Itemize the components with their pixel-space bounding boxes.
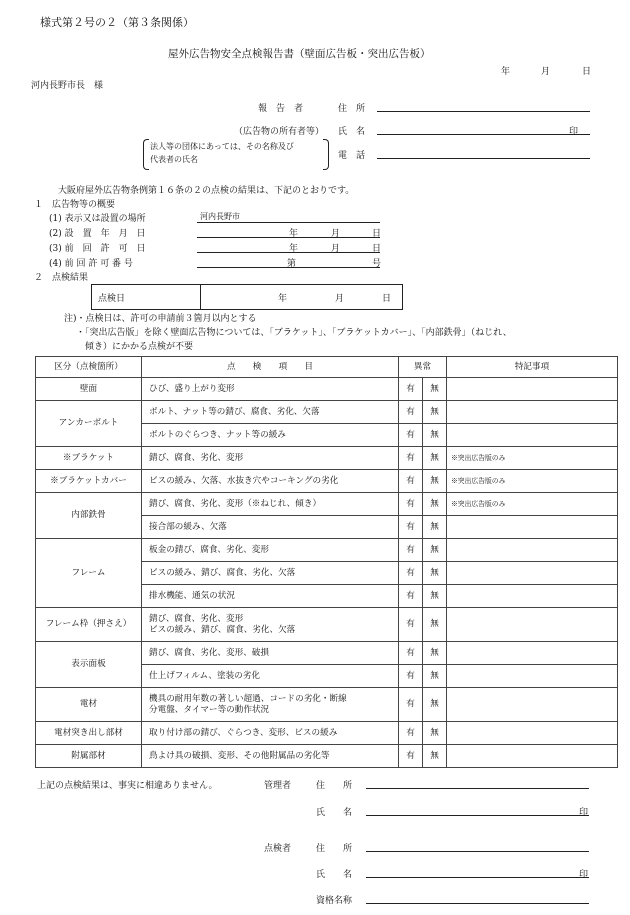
reporter-address-field[interactable] [377, 111, 590, 112]
inspection-item-text: 錆び、腐食、劣化、変形、破損 [149, 647, 269, 658]
inspection-item-cell [142, 585, 399, 608]
qualification-field[interactable] [366, 903, 589, 904]
abnormal-yes-option[interactable]: 有 [399, 722, 423, 745]
remarks-cell[interactable] [447, 401, 618, 424]
abnormal-yes-option[interactable]: 有 [399, 608, 423, 642]
abnormal-no-option[interactable]: 無 [423, 585, 447, 608]
category-cell: 電材 [36, 688, 142, 722]
inspection-item-text: ビスの緩み、欠落、水抜き穴やコーキングの劣化 [149, 475, 339, 486]
inspection-item-text: 機具の耐用年数の著しい超過、コードの劣化・断線 [149, 693, 347, 704]
abnormal-no-option[interactable]: 無 [423, 722, 447, 745]
inspection-table [35, 356, 618, 768]
remarks-cell[interactable] [447, 665, 618, 688]
header-item: 点 検 項 目 [142, 357, 399, 378]
note-1: 注)・点検日は、許可の申請前３箇月以内とする [64, 314, 257, 324]
install-date-label: (2) 設 置 年 月 日 [49, 229, 146, 239]
inspection-item-text: ビスの緩み、錆び、腐食、劣化、欠落 [149, 567, 296, 578]
inspection-item-text: 分電盤、タイマー等の動作状況 [149, 704, 270, 715]
remarks-cell[interactable]: ※突出広告版のみ [447, 470, 618, 493]
header-abnormal: 異常 [399, 357, 447, 378]
category-cell: 壁面 [36, 378, 142, 401]
abnormal-no-option[interactable]: 無 [423, 516, 447, 539]
footer-statement: 上記の点検結果は、事実に相違ありません。 [37, 781, 218, 791]
abnormal-yes-option[interactable]: 有 [399, 562, 423, 585]
remarks-cell[interactable] [447, 642, 618, 665]
table-row [36, 401, 618, 424]
inspection-item-text: 板金の錆び、腐食、劣化、変形 [149, 544, 269, 555]
reporter-name-label: 氏 名 [338, 127, 366, 137]
page-title: 屋外広告物安全点検報告書（壁面広告板・突出広告板） [168, 48, 431, 60]
inspection-item-cell [142, 745, 399, 768]
abnormal-yes-option[interactable]: 有 [399, 424, 423, 447]
manager-name-label: 氏 名 [316, 808, 353, 818]
corp-note-line1: 法人等の団体にあっては、その名称及び [150, 142, 294, 151]
inspection-item-text: 鳥よけ具の破損、変形、その他附属品の劣化等 [149, 750, 330, 761]
location-field[interactable] [197, 222, 380, 223]
table-row [36, 493, 618, 516]
inspection-item-cell [142, 401, 399, 424]
reporter-phone-label: 電 話 [338, 151, 366, 161]
qualification-label: 資格名称 [316, 896, 353, 906]
prev-permit-date-day: 日 [372, 244, 382, 254]
category-cell: ※ブラケットカバー [36, 470, 142, 493]
inspection-item-text: 接合部の緩み、欠落 [149, 521, 227, 532]
category-cell: フレーム [36, 539, 142, 608]
header-remarks: 特記事項 [447, 357, 618, 378]
location-label: (1) 表示又は設置の場所 [49, 214, 146, 224]
inspection-item-cell [142, 688, 399, 722]
abnormal-no-option[interactable]: 無 [423, 447, 447, 470]
category-cell: 内部鉄骨 [36, 493, 142, 539]
intro-text: 大阪府屋外広告物条例第１６条の２の点検の結果は、下記のとおりです。 [58, 186, 355, 196]
manager-label: 管理者 [264, 781, 292, 791]
remarks-cell[interactable]: ※突出広告版のみ [447, 493, 618, 516]
category-cell: アンカーボルト [36, 401, 142, 447]
reporter-phone-field[interactable] [377, 158, 590, 159]
left-brace [143, 139, 149, 170]
install-date-day: 日 [372, 229, 382, 239]
inspection-item-cell [142, 470, 399, 493]
inspection-date-year: 年 [278, 294, 288, 304]
inspector-seal: 印 [579, 870, 589, 880]
inspection-item-cell [142, 493, 399, 516]
install-date-year: 年 [289, 229, 299, 239]
table-row [36, 470, 618, 493]
section1-heading: １ 広告物等の概要 [34, 200, 116, 210]
report-date-day: 日 [582, 67, 592, 77]
note-3: 傾き）にかかる点検が不要 [85, 342, 194, 352]
inspection-date-day: 日 [382, 294, 392, 304]
abnormal-no-option[interactable]: 無 [423, 745, 447, 768]
inspection-item-cell [142, 539, 399, 562]
install-date-month: 月 [331, 229, 341, 239]
abnormal-yes-option[interactable]: 有 [399, 470, 423, 493]
note-2: ・「突出広告版」を除く壁面広告物については、「ブラケット」、「ブラケットカバー」、「内部鉄骨」（ねじれ、 [76, 328, 512, 338]
inspection-date-month: 月 [335, 294, 345, 304]
remarks-cell[interactable] [447, 378, 618, 401]
table-row [36, 722, 618, 745]
inspection-item-cell [142, 608, 399, 642]
prev-permit-no-field[interactable] [197, 267, 380, 268]
abnormal-yes-option[interactable]: 有 [399, 516, 423, 539]
abnormal-yes-option[interactable]: 有 [399, 642, 423, 665]
category-cell: フレーム枠（押さえ） [36, 608, 142, 642]
location-value: 河内長野市 [200, 212, 240, 221]
table-row [36, 745, 618, 768]
inspection-item-cell [142, 378, 399, 401]
manager-address-label: 住 所 [316, 781, 353, 791]
prev-permit-no-go: 号 [372, 259, 382, 269]
form-number: 様式第２号の２（第３条関係） [40, 16, 194, 29]
prev-permit-no-label: (4) 前 回 許 可 番 号 [49, 259, 133, 269]
install-date-field[interactable] [197, 237, 380, 238]
header-category: 区分（点検箇所） [36, 357, 142, 378]
inspector-address-field[interactable] [366, 851, 589, 852]
inspection-item-cell [142, 642, 399, 665]
owner-note: （広告物の所有者等） [234, 127, 325, 137]
manager-seal: 印 [579, 808, 589, 818]
inspection-item-text: 錆び、腐食、劣化、変形 [149, 613, 244, 624]
table-row [36, 642, 618, 665]
reporter-seal: 印 [569, 127, 579, 137]
table-row [36, 688, 618, 722]
abnormal-no-option[interactable]: 無 [423, 608, 447, 642]
inspector-address-label: 住 所 [316, 844, 353, 854]
category-cell: 表示面板 [36, 642, 142, 688]
category-cell: ※ブラケット [36, 447, 142, 470]
remarks-cell[interactable]: ※突出広告版のみ [447, 447, 618, 470]
abnormal-yes-option[interactable]: 有 [399, 745, 423, 768]
inspection-item-text: 錆び、腐食、劣化、変形（※ねじれ、傾き） [149, 498, 322, 509]
inspection-item-text: 排水機能、通気の状況 [149, 590, 235, 601]
prev-permit-date-label: (3) 前 回 許 可 日 [49, 244, 146, 254]
abnormal-yes-option[interactable]: 有 [399, 665, 423, 688]
remarks-cell[interactable] [447, 585, 618, 608]
remarks-cell[interactable] [447, 608, 618, 642]
table-row [36, 608, 618, 642]
abnormal-no-option[interactable]: 無 [423, 470, 447, 493]
abnormal-no-option[interactable]: 無 [423, 688, 447, 722]
inspection-item-text: 取り付け部の錆び、ぐらつき、変形、ビスの緩み [149, 727, 338, 738]
inspection-item-text: ボルトのぐらつき、ナット等の緩み [149, 429, 286, 440]
table-header-row [36, 357, 618, 378]
inspection-item-text: ボルト、ナット等の錆び、腐食、劣化、欠落 [149, 406, 320, 417]
abnormal-no-option[interactable]: 無 [423, 493, 447, 516]
prev-permit-no-dai: 第 [287, 259, 297, 269]
inspection-item-cell [142, 516, 399, 539]
table-row [36, 539, 618, 562]
abnormal-yes-option[interactable]: 有 [399, 688, 423, 722]
abnormal-yes-option[interactable]: 有 [399, 378, 423, 401]
prev-permit-date-year: 年 [289, 244, 299, 254]
remarks-cell[interactable] [447, 688, 618, 722]
remarks-cell[interactable] [447, 722, 618, 745]
abnormal-no-option[interactable]: 無 [423, 378, 447, 401]
manager-address-field[interactable] [366, 788, 589, 789]
inspector-name-field[interactable] [366, 877, 589, 878]
inspection-item-text: 錆び、腐食、劣化、変形 [149, 452, 244, 463]
category-cell: 電材突き出し部材 [36, 722, 142, 745]
prev-permit-date-field[interactable] [197, 252, 380, 253]
report-date-month: 月 [541, 67, 551, 77]
reporter-label: 報 告 者 [258, 104, 304, 114]
remarks-cell[interactable] [447, 745, 618, 768]
table-row [36, 447, 618, 470]
inspector-name-label: 氏 名 [316, 870, 353, 880]
addressee: 河内長野市長 様 [31, 81, 104, 91]
abnormal-yes-option[interactable]: 有 [399, 585, 423, 608]
abnormal-no-option[interactable]: 無 [423, 401, 447, 424]
abnormal-no-option[interactable]: 無 [423, 562, 447, 585]
inspection-date-box[interactable] [91, 284, 403, 310]
inspection-item-cell [142, 665, 399, 688]
inspection-item-text: 仕上げフィルム、塗装の劣化 [149, 670, 260, 681]
manager-name-field[interactable] [366, 815, 589, 816]
report-date-year: 年 [501, 67, 511, 77]
inspection-item-text: ビスの緩み、錆び、腐食、劣化、欠落 [149, 624, 296, 635]
inspection-item-cell [142, 562, 399, 585]
inspection-date-label: 点検日 [98, 294, 126, 304]
inspector-label: 点検者 [264, 844, 292, 854]
right-brace [323, 139, 329, 170]
remarks-cell[interactable] [447, 539, 618, 562]
reporter-name-field[interactable] [377, 134, 590, 135]
table-row [36, 378, 618, 401]
abnormal-no-option[interactable]: 無 [423, 539, 447, 562]
abnormal-yes-option[interactable]: 有 [399, 539, 423, 562]
abnormal-no-option[interactable]: 無 [423, 424, 447, 447]
remarks-cell[interactable] [447, 516, 618, 539]
abnormal-yes-option[interactable]: 有 [399, 401, 423, 424]
inspection-item-text: ひび、盛り上がり変形 [149, 383, 235, 394]
inspection-item-cell [142, 722, 399, 745]
remarks-cell[interactable] [447, 562, 618, 585]
inspection-item-cell [142, 447, 399, 470]
abnormal-yes-option[interactable]: 有 [399, 447, 423, 470]
table-body [36, 378, 618, 768]
inspection-date-divider [200, 285, 201, 309]
corp-note-line2: 代表者の氏名 [150, 155, 198, 164]
remarks-cell[interactable] [447, 424, 618, 447]
category-cell: 附属部材 [36, 745, 142, 768]
reporter-address-label: 住 所 [338, 104, 366, 114]
abnormal-no-option[interactable]: 無 [423, 665, 447, 688]
inspection-item-cell [142, 424, 399, 447]
prev-permit-date-month: 月 [331, 244, 341, 254]
abnormal-yes-option[interactable]: 有 [399, 493, 423, 516]
section2-heading: ２ 点検結果 [34, 273, 89, 283]
abnormal-no-option[interactable]: 無 [423, 642, 447, 665]
